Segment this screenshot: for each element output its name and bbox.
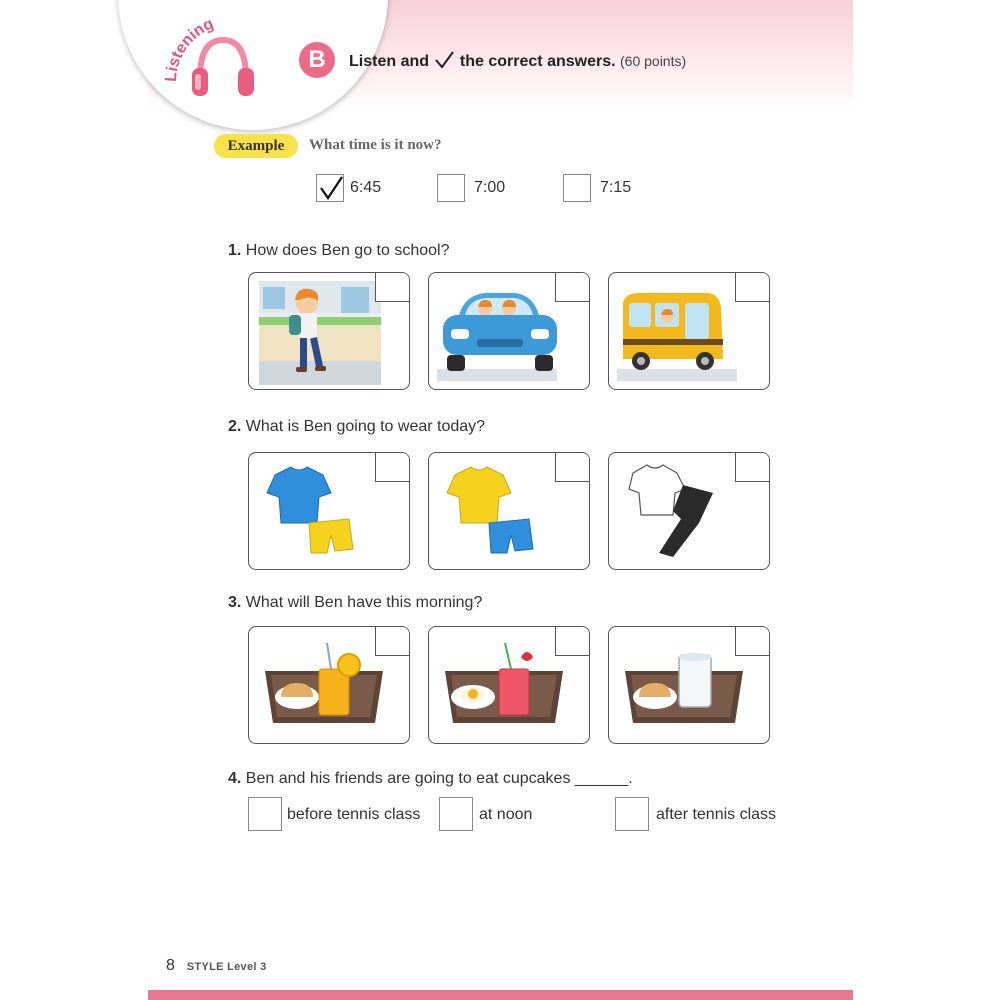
q4-option-1-label: before tennis class	[287, 806, 421, 823]
q2-option-2-checkbox[interactable]	[555, 452, 590, 482]
question-2-text: What is Ben going to wear today?	[245, 418, 486, 435]
instruction	[349, 50, 686, 71]
instruction-part2: the correct answers.	[459, 53, 616, 70]
example-option-2-checkbox[interactable]	[437, 174, 465, 202]
q4-option-3-label: after tennis class	[656, 806, 777, 823]
example-option-1-label: 6:45	[350, 179, 382, 196]
listening-label: Listening	[162, 15, 217, 83]
example-option-1-checkbox[interactable]	[316, 174, 344, 202]
question-4-text: Ben and his friends are going to eat cupcakes ______.	[245, 770, 633, 787]
q3-option-2-checkbox[interactable]	[555, 626, 590, 656]
q1-option-bus[interactable]	[608, 272, 770, 390]
q4-option-2-checkbox[interactable]	[439, 797, 473, 831]
example-option-3-label: 7:15	[600, 179, 632, 196]
question-3	[228, 594, 482, 612]
question-4	[228, 770, 633, 788]
q3-option-3-checkbox[interactable]	[735, 626, 770, 656]
q4-option-3-checkbox[interactable]	[615, 797, 649, 831]
example-question: What time is it now?	[309, 137, 442, 153]
question-2-number: 2.	[228, 418, 242, 435]
page-number: 8	[166, 957, 175, 974]
question-4-number: 4.	[228, 770, 242, 787]
bottom-bar	[148, 990, 853, 1000]
question-1	[228, 242, 449, 260]
section-b-badge: B	[299, 42, 335, 78]
question-1-number: 1.	[228, 242, 242, 259]
q1-option-car-checkbox[interactable]	[555, 272, 590, 302]
q1-option-bus-checkbox[interactable]	[735, 272, 770, 302]
q2-option-1-checkbox[interactable]	[375, 452, 410, 482]
example-pill: Example	[214, 134, 298, 158]
q3-option-egg-strawberry-juice[interactable]	[428, 626, 590, 744]
checkmark-icon	[317, 175, 345, 203]
q3-option-toast-orange-juice[interactable]	[248, 626, 410, 744]
question-3-text: What will Ben have this morning?	[245, 594, 483, 611]
example-option-3-checkbox[interactable]	[563, 174, 591, 202]
q1-option-walking[interactable]	[248, 272, 410, 390]
q1-option-walking-checkbox[interactable]	[375, 272, 410, 302]
question-3-number: 3.	[228, 594, 242, 611]
q2-option-3-checkbox[interactable]	[735, 452, 770, 482]
q2-option-blue-shirt-yellow-shorts[interactable]	[248, 452, 410, 570]
level-label: STYLE Level 3	[186, 961, 267, 973]
q4-option-1-checkbox[interactable]	[248, 797, 282, 831]
q4-option-2-label: at noon	[479, 806, 533, 823]
instruction-part1: Listen and	[349, 53, 430, 70]
example-option-2-label: 7:00	[474, 179, 506, 196]
headphones-icon	[192, 40, 254, 96]
question-2	[228, 418, 485, 436]
question-1-text: How does Ben go to school?	[245, 242, 450, 259]
points-label: (60 points)	[620, 53, 687, 69]
page-footer	[166, 957, 267, 975]
q2-option-white-shirt-black-pants[interactable]	[608, 452, 770, 570]
q3-option-toast-milk[interactable]	[608, 626, 770, 744]
q3-option-1-checkbox[interactable]	[375, 626, 410, 656]
listening-tab-art	[148, 0, 288, 130]
checkmark-icon	[433, 50, 455, 70]
q1-option-car[interactable]	[428, 272, 590, 390]
q2-option-yellow-shirt-blue-shorts[interactable]	[428, 452, 590, 570]
